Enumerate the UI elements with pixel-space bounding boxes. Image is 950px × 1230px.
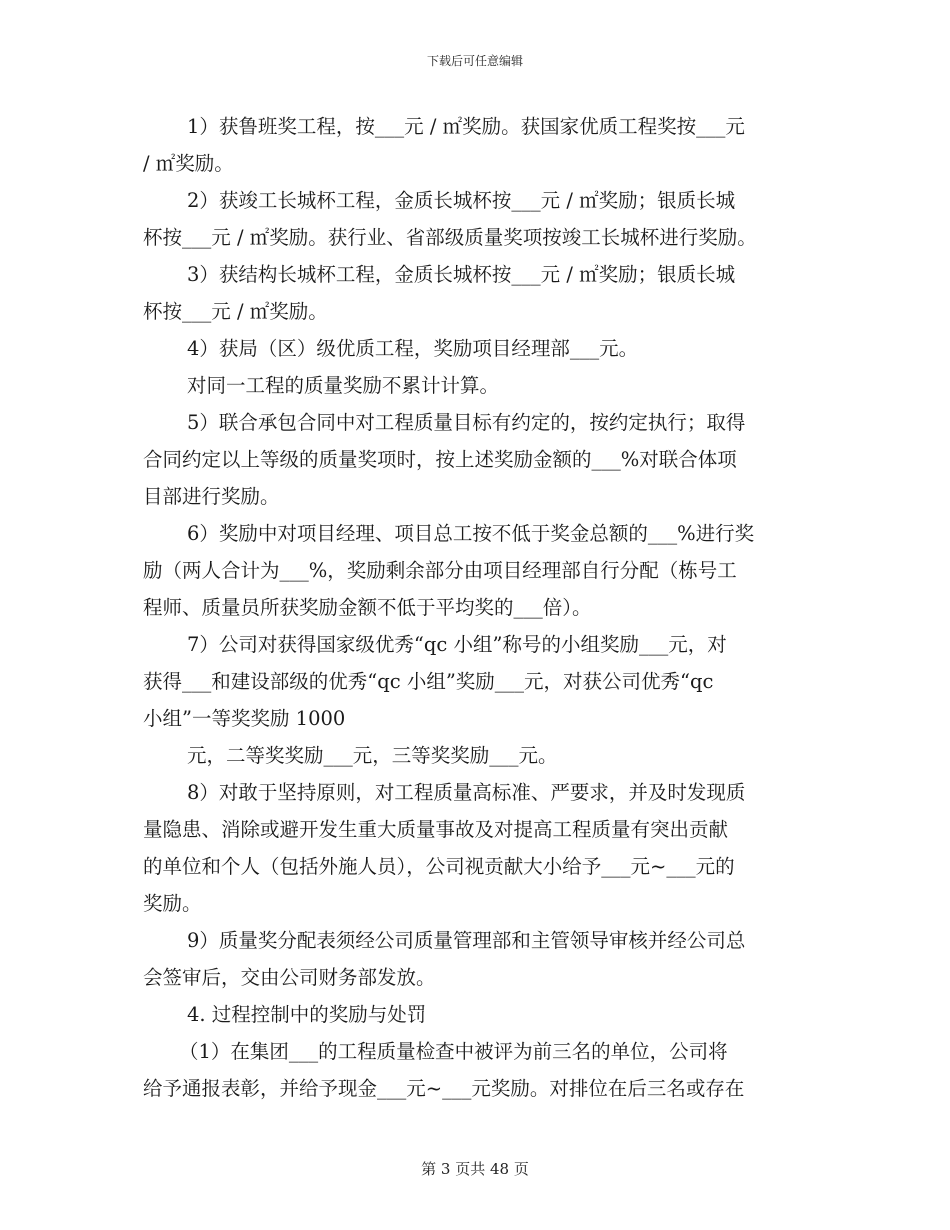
page-footer: 第 3 页共 48 页 (421, 1160, 529, 1178)
text-line: 对同一工程的质量奖励不累计计算。 (187, 374, 500, 397)
text-line: 2）获竣工长城杯工程，金质长城杯按___元 / ㎡奖励；银质长城 (187, 189, 736, 212)
paragraph-3 (143, 256, 823, 330)
text-line: 合同约定以上等级的质量奖项时，按上述奖励金额的___%对联合体项 (143, 448, 737, 471)
text-line: （1）在集团___的工程质量检查中被评为前三名的单位，公司将 (179, 1040, 728, 1063)
text-line: / ㎡奖励。 (143, 152, 234, 175)
paragraph-4-note (143, 367, 823, 404)
text-line: 7）公司对获得国家级优秀“qc 小组”称号的小组奖励___元，对 (187, 633, 727, 656)
text-line: 3）获结构长城杯工程，金质长城杯按___元 / ㎡奖励；银质长城 (187, 263, 736, 286)
text-line: 1）获鲁班奖工程，按___元 / ㎡奖励。获国家优质工程奖按___元 (187, 115, 745, 138)
paragraph-1 (143, 108, 823, 182)
text-line: 5）联合承包合同中对工程质量目标有约定的，按约定执行；取得 (187, 411, 746, 434)
text-line: 励（两人合计为___%，奖励剩余部分由项目经理部自行分配（栋号工 (143, 559, 737, 582)
text-line: 小组”一等奖奖励 1000 (143, 707, 346, 730)
page-header: 下载后可任意编辑 (426, 54, 523, 68)
section-title: 4. 过程控制中的奖励与处罚 (187, 1003, 427, 1026)
paragraph-7 (143, 626, 823, 737)
text-line: 元，二等奖奖励___元，三等奖奖励___元。 (187, 744, 558, 767)
text-line: 的单位和个人（包括外施人员），公司视贡献大小给予___元~___元的 (143, 855, 735, 878)
text-line: 目部进行奖励。 (143, 485, 280, 508)
text-line: 杯按___元 / ㎡奖励。 (143, 300, 328, 323)
paragraph-7-continued (143, 737, 823, 774)
paragraph-2 (143, 182, 823, 256)
text-line: 量隐患、消除或避开发生重大质量事故及对提高工程质量有突出贡献 (143, 818, 729, 841)
text-line: 奖励。 (143, 892, 202, 915)
text-line: 6）奖励中对项目经理、项目总工按不低于奖金总额的___%进行奖 (187, 522, 755, 545)
text-line: 会签审后，交由公司财务部发放。 (143, 966, 436, 989)
text-line: 4）获局（区）级优质工程，奖励项目经理部___元。 (187, 337, 639, 360)
paragraph-9 (143, 922, 823, 996)
paragraph-4 (143, 330, 823, 367)
section-heading-4 (143, 996, 823, 1033)
text-line: 杯按___元 / ㎡奖励。获行业、省部级质量奖项按竣工长城杯进行奖励。 (143, 226, 757, 249)
text-line: 给予通报表彰，并给予现金___元~___元奖励。对排位在后三名或存在 (143, 1077, 745, 1100)
text-line: 8）对敢于坚持原则，对工程质量高标准、严要求，并及时发现质 (187, 781, 746, 804)
paragraph-5 (143, 404, 823, 515)
document-body (143, 108, 823, 1107)
text-line: 9）质量奖分配表须经公司质量管理部和主管领导审核并经公司总 (187, 929, 746, 952)
paragraph-6 (143, 515, 823, 626)
paragraph-8 (143, 774, 823, 922)
text-line: 获得___和建设部级的优秀“qc 小组”奖励___元，对获公司优秀“qc (143, 670, 714, 693)
text-line: 程师、质量员所获奖励金额不低于平均奖的___倍）。 (143, 596, 592, 619)
section-4-paragraph-1 (143, 1033, 823, 1107)
